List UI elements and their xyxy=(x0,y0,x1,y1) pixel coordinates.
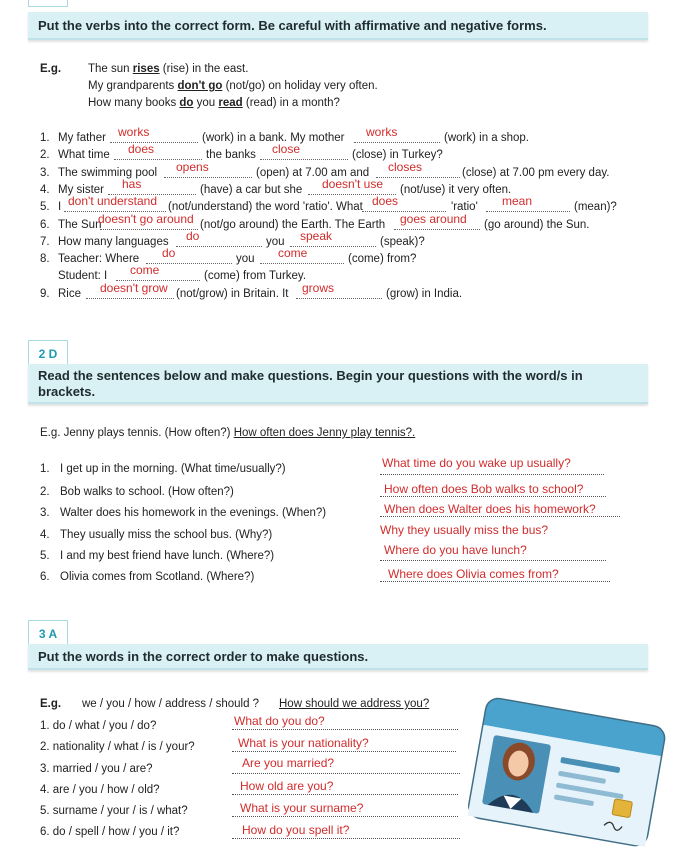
question-text: 6. do / spell / how / you / it? xyxy=(40,826,180,838)
answer-text: come xyxy=(278,246,308,260)
answer-text: do xyxy=(186,229,200,243)
question-text: 1. do / what / you / do? xyxy=(40,720,157,732)
line-text: (grow) in India. xyxy=(386,288,463,300)
blank-line[interactable] xyxy=(176,246,262,247)
example-2d: E.g. Jenny plays tennis. (How often?) How often does Jenny play tennis?. xyxy=(40,427,416,439)
line-text: (have) a car but she xyxy=(200,184,303,196)
line-text: (mean)? xyxy=(574,201,617,213)
answer-text: do xyxy=(162,246,176,260)
question-text: Olivia comes from Scotland. (Where?) xyxy=(60,571,255,583)
answer-line[interactable]: Why they usually miss the bus? xyxy=(380,523,549,537)
id-card-illustration xyxy=(462,694,670,858)
answer-line[interactable]: Where does Olivia comes from? xyxy=(380,567,610,582)
item-number: 1. xyxy=(40,463,50,475)
line-text: the banks xyxy=(206,149,256,161)
answer-text: come xyxy=(130,263,160,277)
question-text: Walter does his homework in the evenings. (When?) xyxy=(60,507,327,519)
question-text: 5. surname / your / is / what? xyxy=(40,805,188,817)
line-text: (close) in Turkey? xyxy=(352,149,443,161)
answer-line[interactable]: What time do you wake up usually? xyxy=(380,456,604,475)
answer-line[interactable]: What do you do? xyxy=(232,714,458,730)
question-text: 4. are / you / how / old? xyxy=(40,784,160,796)
answer-text: doesn't use xyxy=(322,177,384,191)
answer-line[interactable]: What is your nationality? xyxy=(232,736,456,752)
item-number: 9. xyxy=(40,288,50,300)
line-text: Rice xyxy=(58,288,82,300)
line-text: The Sun xyxy=(58,219,102,231)
item-number: 1. xyxy=(40,132,50,144)
blank-line[interactable] xyxy=(260,263,344,264)
item-number: 4. xyxy=(40,529,50,541)
blank-line[interactable] xyxy=(376,177,460,178)
line-text: 'ratio' xyxy=(451,201,478,213)
example-answer: How should we address you? xyxy=(279,698,430,710)
question-text: I and my best friend have lunch. (Where?) xyxy=(60,550,275,562)
answer-line[interactable]: Are you married? xyxy=(232,756,460,774)
blank-line[interactable] xyxy=(164,177,252,178)
item-number: 2. xyxy=(40,149,50,161)
item-number: 3. xyxy=(40,167,50,179)
answer-text: mean xyxy=(502,194,533,208)
line-text: (close) at 7.00 pm every day. xyxy=(462,167,610,179)
line-text: (go around) the Sun. xyxy=(484,219,590,231)
answer-text: does xyxy=(128,142,155,156)
answer-line[interactable]: How do you spell it? xyxy=(232,823,460,839)
line-text: (work) in a shop. xyxy=(444,132,530,144)
answer-line[interactable]: How often does Bob walks to school? xyxy=(380,482,606,497)
answer-text: doesn't grow xyxy=(100,281,168,295)
answer-line[interactable]: When does Walter does his homework? xyxy=(380,502,620,517)
line-text: How many languages xyxy=(58,236,169,248)
item-number: 6. xyxy=(40,219,50,231)
instruction-bar-2d: Read the sentences below and make questions. Begin your questions with the word/s in brackets. xyxy=(28,364,648,404)
item-number: 4. xyxy=(40,184,50,196)
item-number: 5. xyxy=(40,201,50,213)
blank-line[interactable] xyxy=(354,142,440,143)
question-text: I get up in the morning. (What time/usually?) xyxy=(60,463,286,475)
line-text: you xyxy=(236,253,255,265)
line-text: The swimming pool xyxy=(58,167,158,179)
question-text: 3. married / you / are? xyxy=(40,763,153,775)
answer-text: goes around xyxy=(400,212,467,226)
item-number: 8. xyxy=(40,253,50,265)
instruction-bar-3a: Put the words in the correct order to make questions. xyxy=(28,644,648,670)
blank-line[interactable] xyxy=(100,229,198,230)
section-tab-2c xyxy=(28,0,68,7)
example-2: My grandparents don't go (not/go) on holiday very often. xyxy=(88,80,378,92)
question-text: They usually miss the school bus. (Why?) xyxy=(60,529,273,541)
line-text: Student: I xyxy=(58,270,108,282)
line-text: What time xyxy=(58,149,110,161)
eg-label: E.g. xyxy=(40,698,62,710)
blank-line[interactable] xyxy=(260,159,348,160)
section-tab-3a: 3 A xyxy=(28,620,68,645)
item-number: 3. xyxy=(40,507,50,519)
example-3: How many books do you read (read) in a month? xyxy=(88,97,340,109)
answer-line[interactable]: How old are you? xyxy=(232,779,458,795)
answer-text: grows xyxy=(302,281,335,295)
answer-text: don't understand xyxy=(68,194,158,208)
eg-label: E.g. xyxy=(40,63,62,75)
line-text: (not/understand) the word 'ratio'. What xyxy=(168,201,363,213)
item-number: 7. xyxy=(40,236,50,248)
line-text: (not/go around) the Earth. The Earth xyxy=(200,219,386,231)
line-text: (work) in a bank. My mother xyxy=(202,132,345,144)
line-text: you xyxy=(266,236,285,248)
blank-line[interactable] xyxy=(486,211,570,212)
item-number: 6. xyxy=(40,571,50,583)
question-text: Bob walks to school. (How often?) xyxy=(60,486,234,498)
answer-text: opens xyxy=(176,160,209,174)
item-number: 2. xyxy=(40,486,50,498)
answer-text: works xyxy=(118,125,150,139)
answer-text: has xyxy=(122,177,142,191)
blank-line[interactable] xyxy=(394,229,480,230)
blank-line[interactable] xyxy=(86,298,174,299)
question-text: 2. nationality / what / is / your? xyxy=(40,741,195,753)
line-text: (come) from? xyxy=(348,253,417,265)
line-text: Teacher: Where xyxy=(58,253,140,265)
example-words: we / you / how / address / should ? xyxy=(82,698,260,710)
blank-line[interactable] xyxy=(296,298,382,299)
line-text: (not/use) it very often. xyxy=(400,184,512,196)
answer-text: closes xyxy=(388,160,423,174)
answer-text: close xyxy=(272,142,301,156)
line-text: I xyxy=(58,201,62,213)
section-tab-2d: 2 D xyxy=(28,340,68,365)
answer-text: works xyxy=(366,125,398,139)
answer-text: does xyxy=(372,194,399,208)
line-text: (come) from Turkey. xyxy=(204,270,307,282)
answer-text: speak xyxy=(300,229,333,243)
line-text: (not/grow) in Britain. It xyxy=(176,288,289,300)
line-text: My father xyxy=(58,132,106,144)
example-1: The sun rises (rise) in the east. xyxy=(88,63,249,75)
answer-line[interactable]: Where do you have lunch? xyxy=(380,543,606,561)
answer-text: doesn't go around xyxy=(98,212,194,226)
line-text: My sister xyxy=(58,184,104,196)
line-text: (open) at 7.00 am and xyxy=(256,167,370,179)
item-number: 5. xyxy=(40,550,50,562)
answer-line[interactable]: What is your surname? xyxy=(232,801,458,817)
instruction-bar-2c: Put the verbs into the correct form. Be careful with affirmative and negative forms. xyxy=(28,12,648,40)
line-text: (speak)? xyxy=(380,236,425,248)
